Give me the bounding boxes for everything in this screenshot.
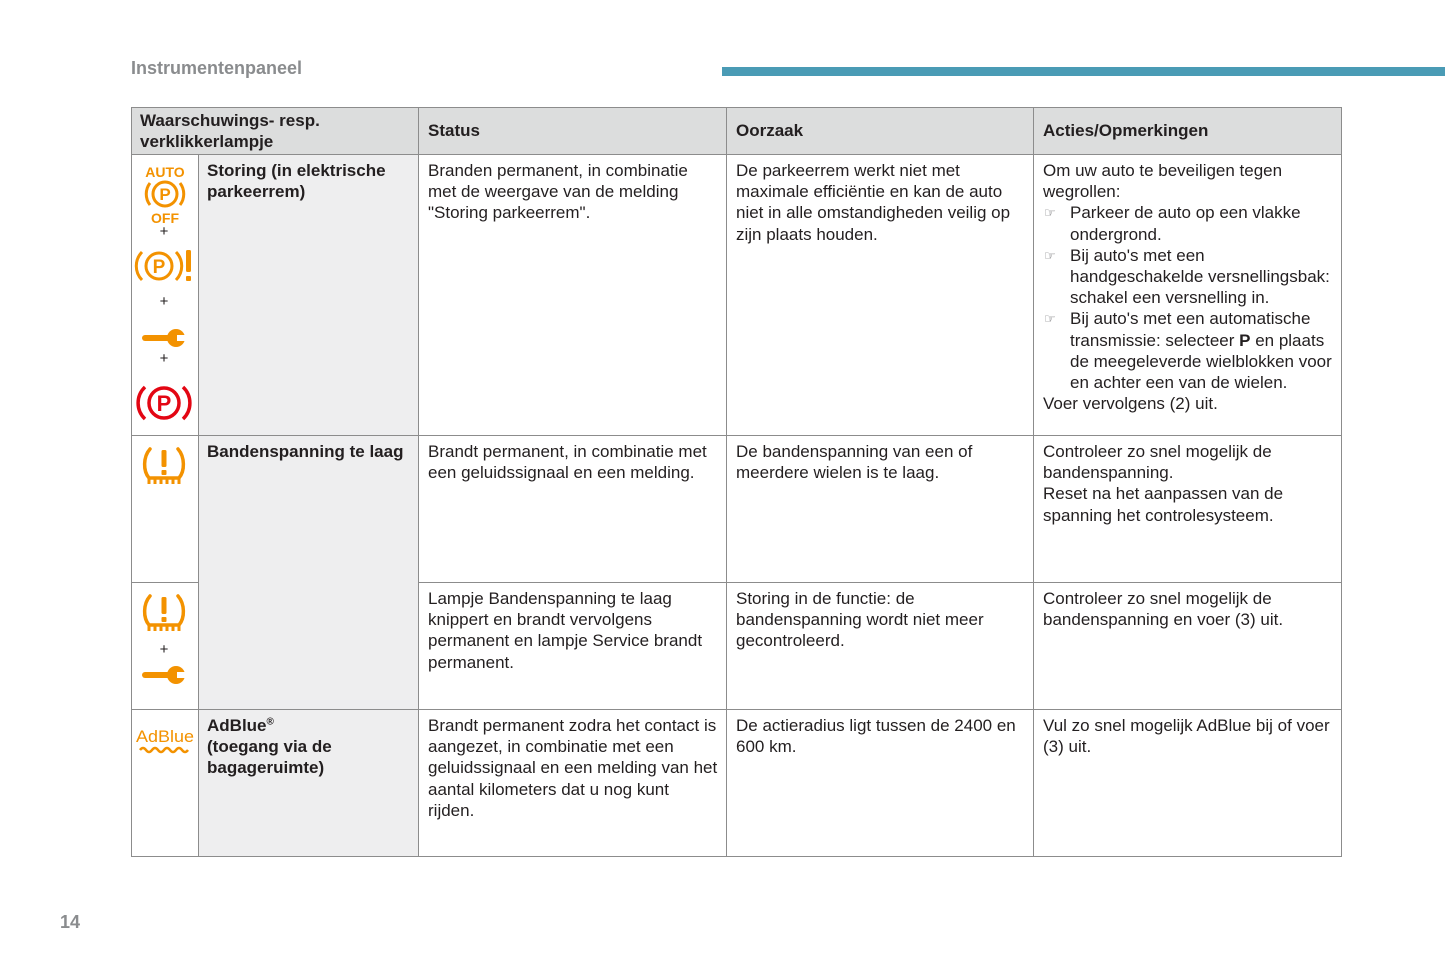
page-number: 14: [60, 912, 81, 932]
plus-sign: +: [159, 223, 169, 240]
column-divider: [198, 154, 199, 857]
row-adblue-name: AdBlue® (toegang via de bagageruimte): [207, 716, 332, 778]
tyre-pressure-icon: [141, 591, 187, 635]
column-divider: [418, 107, 419, 857]
actions-line: Reset na het aanpassen van de spanning het controlesysteem.: [1043, 484, 1284, 525]
tyre-pressure-icon: [141, 444, 187, 488]
row-parking-brake-cause: De parkeerrem werkt niet met maximale efficiëntie en kan de auto niet in alle omstandigheden veilig op zijn plaats houden.: [736, 161, 1011, 244]
actions-bullet-list: [1043, 202, 1339, 393]
p-letter: P: [156, 391, 172, 416]
row-tyre-pressure-status: Brandt permanent, in combinatie met een geluidssignaal en een melding.: [428, 442, 707, 483]
row-tyre-service-actions: Controleer zo snel mogelijk de bandenspanning en voer (3) uit.: [1043, 589, 1284, 630]
header-lamp: Waarschuwings- resp. verklikkerlampje: [140, 111, 320, 151]
table-border-top: [131, 107, 1342, 108]
row-tyre-service-status: Lampje Bandenspanning te laag knippert en brandt vervolgens permanent en lampje Service brandt permanent.: [428, 589, 703, 672]
column-divider: [1033, 107, 1034, 857]
list-item: ☞ Parkeer de auto op een vlakke ondergrond.: [1044, 203, 1301, 244]
auto-label: AUTO: [145, 164, 185, 180]
table-border-right: [1341, 107, 1342, 857]
pointing-hand-icon: ☞: [1044, 205, 1056, 221]
row-adblue-cause: De actieradius ligt tussen de 2400 en 600 km.: [736, 716, 1016, 757]
table-border-left: [131, 107, 132, 857]
row-parking-brake-actions: [1043, 160, 1339, 414]
list-item: ☞ Bij auto's met een handgeschakelde versnellingsbak: schakel een versnelling in.: [1044, 245, 1330, 308]
plus-sign: +: [159, 293, 169, 310]
row-parking-brake-status: Branden permanent, in combinatie met de weergave van de melding "Storing parkeerrem".: [428, 161, 688, 223]
row-parking-brake-name: Storing (in elektrische parkeerrem): [207, 161, 386, 202]
actions-line: Controleer zo snel mogelijk de bandenspanning.: [1043, 442, 1272, 483]
plus-sign: +: [159, 641, 169, 658]
header-actions: Acties/Opmerkingen: [1043, 121, 1209, 140]
icon-auto-p-off: [140, 163, 190, 225]
off-label: OFF: [151, 210, 179, 225]
pointing-hand-icon: ☞: [1044, 311, 1056, 327]
row-tyre-pressure-name: Bandenspanning te laag: [207, 442, 404, 461]
actions-outro: Voer vervolgens (2) uit.: [1043, 394, 1218, 414]
column-divider: [726, 107, 727, 857]
icon-p-exclamation: [133, 244, 197, 288]
actions-intro: Om uw auto te beveiligen tegen wegrollen:: [1043, 161, 1283, 202]
header-divider: [131, 154, 1342, 155]
parking-brake-red-icon: [135, 380, 193, 426]
row-adblue-actions: Vul zo snel mogelijk AdBlue bij of voer (3) uit.: [1043, 716, 1330, 757]
pointing-hand-icon: ☞: [1044, 247, 1056, 263]
row-divider: [131, 435, 1342, 436]
row-divider: [131, 582, 198, 583]
header-status: Status: [428, 121, 480, 140]
accent-bar: [722, 67, 1445, 76]
p-letter: P: [152, 257, 166, 278]
header-cause: Oorzaak: [736, 121, 804, 140]
row-divider: [418, 582, 1342, 583]
wrench-icon: [141, 664, 187, 686]
list-item: ☞ Bij auto's met een automatische transmissie: selecteer P en plaats de meegeleverde wielblokken voor en achter een van de wielen.: [1044, 309, 1332, 393]
row-tyre-pressure-cause: De bandenspanning van een of meerdere wielen is te laag.: [736, 442, 973, 483]
section-title: Instrumentenpaneel: [131, 58, 303, 78]
row-tyre-service-cause: Storing in de functie: de bandenspanning wordt niet meer gecontroleerd.: [736, 589, 984, 651]
p-letter: P: [159, 185, 171, 204]
row-divider: [131, 709, 1342, 710]
adblue-label: AdBlue: [136, 727, 194, 746]
row-adblue-status: Brandt permanent zodra het contact is aangezet, in combinatie met een geluidssignaal en een melding van het aantal kilometers dat u nog kunt rijden.: [428, 716, 718, 820]
warning-lamps-table: [131, 107, 1342, 857]
adblue-icon: [134, 723, 196, 757]
table-border-bottom: [131, 856, 1342, 857]
wrench-icon: [141, 327, 187, 349]
row-tyre-pressure-actions: [1043, 441, 1339, 526]
plus-sign: +: [159, 350, 169, 367]
